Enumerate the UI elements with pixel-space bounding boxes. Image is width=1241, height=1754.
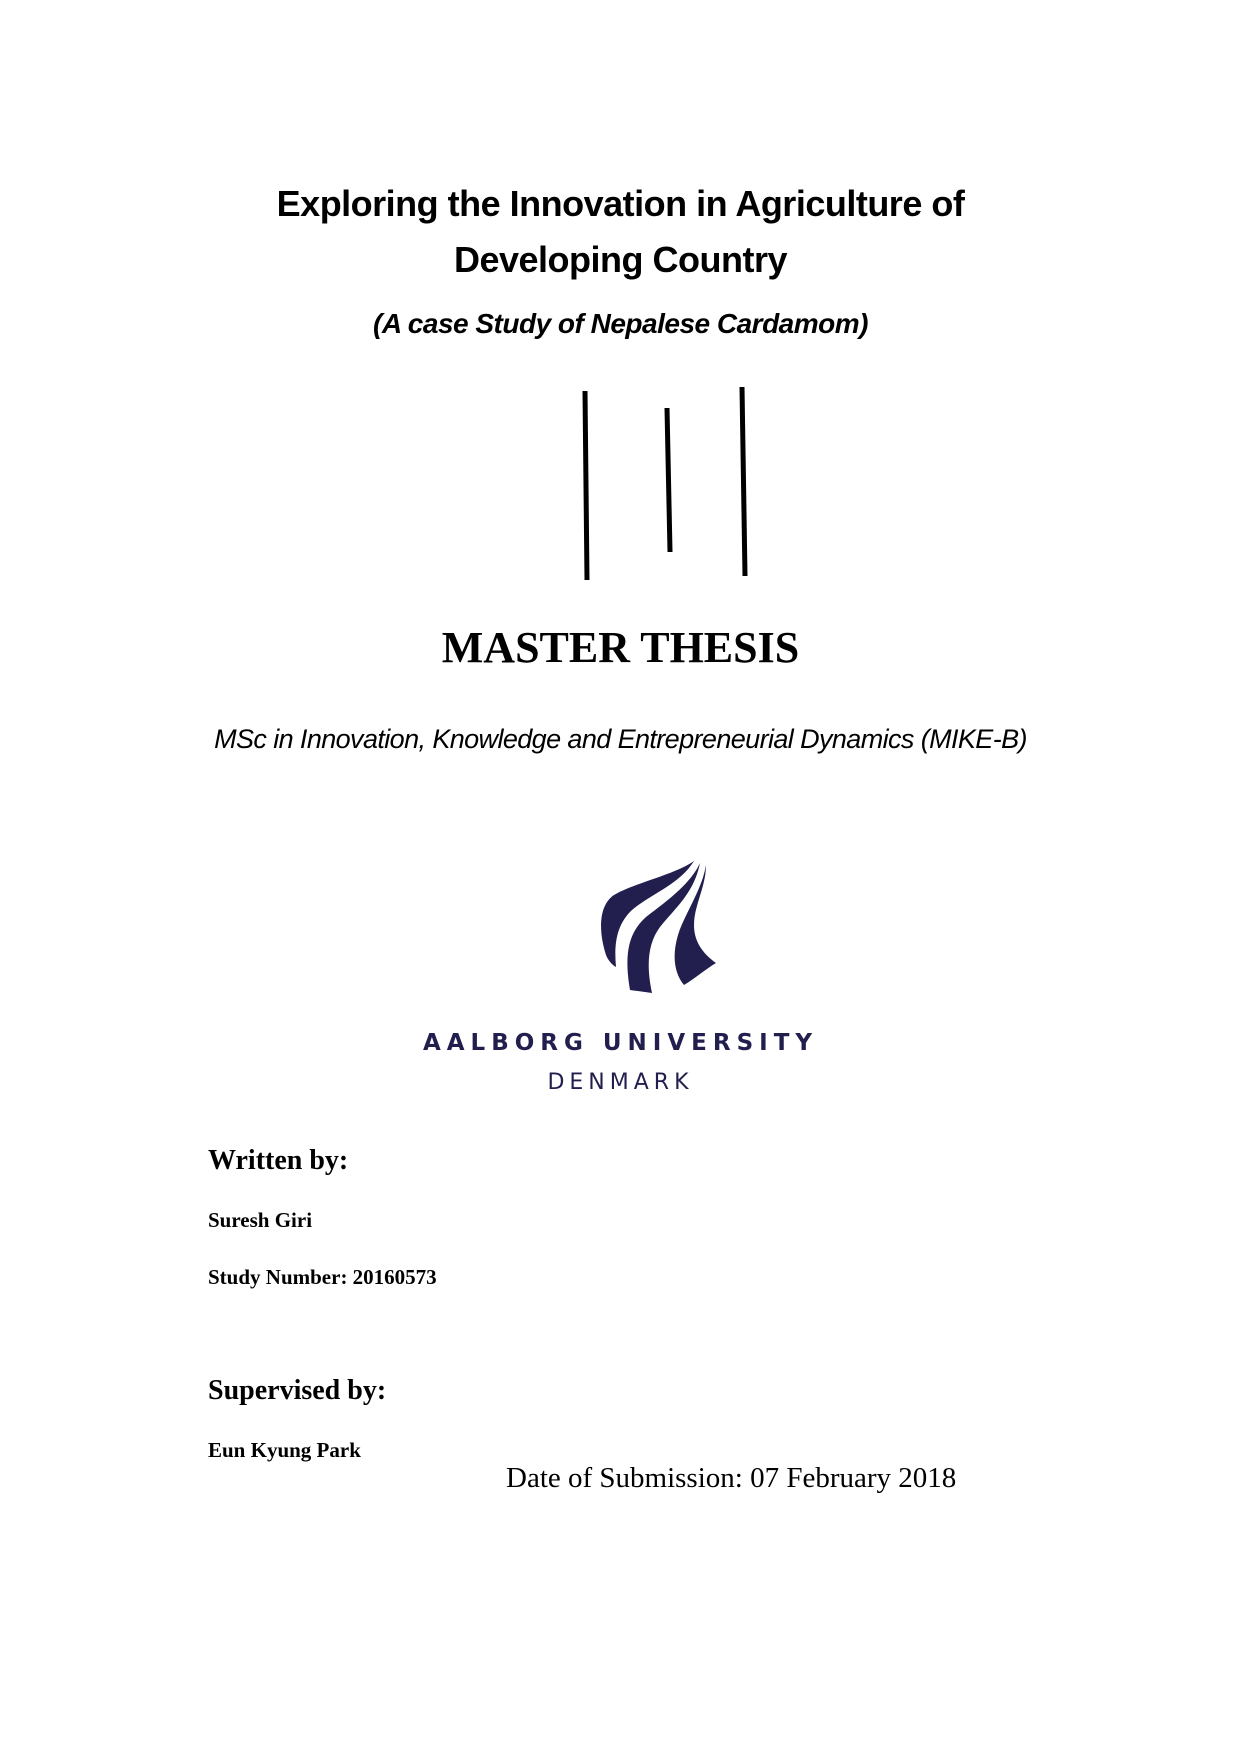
university-name: AALBORG UNIVERSITY bbox=[422, 1030, 819, 1056]
title-line-2: Developing Country bbox=[453, 239, 788, 280]
title-line-1: Exploring the Innovation in Agriculture of bbox=[276, 183, 965, 224]
decorative-bars-icon bbox=[0, 0, 1241, 600]
degree-program: MSc in Innovation, Knowledge and Entrepreneurial Dynamics (MIKE-B) bbox=[214, 724, 1027, 754]
thesis-subtitle: (A case Study of Nepalese Cardamom) bbox=[373, 308, 868, 339]
supervised-by-heading: Supervised by: bbox=[208, 1375, 387, 1406]
university-country: DENMARK bbox=[547, 1070, 694, 1095]
submission-date: Date of Submission: 07 February 2018 bbox=[506, 1462, 957, 1494]
author-name: Suresh Giri bbox=[208, 1208, 313, 1232]
aalborg-wave-logo-icon bbox=[594, 855, 724, 995]
written-by-heading: Written by: bbox=[208, 1145, 349, 1176]
study-number: Study Number: 20160573 bbox=[208, 1265, 437, 1289]
supervisor-name: Eun Kyung Park bbox=[208, 1438, 361, 1462]
document-type-heading: MASTER THESIS bbox=[441, 623, 800, 672]
